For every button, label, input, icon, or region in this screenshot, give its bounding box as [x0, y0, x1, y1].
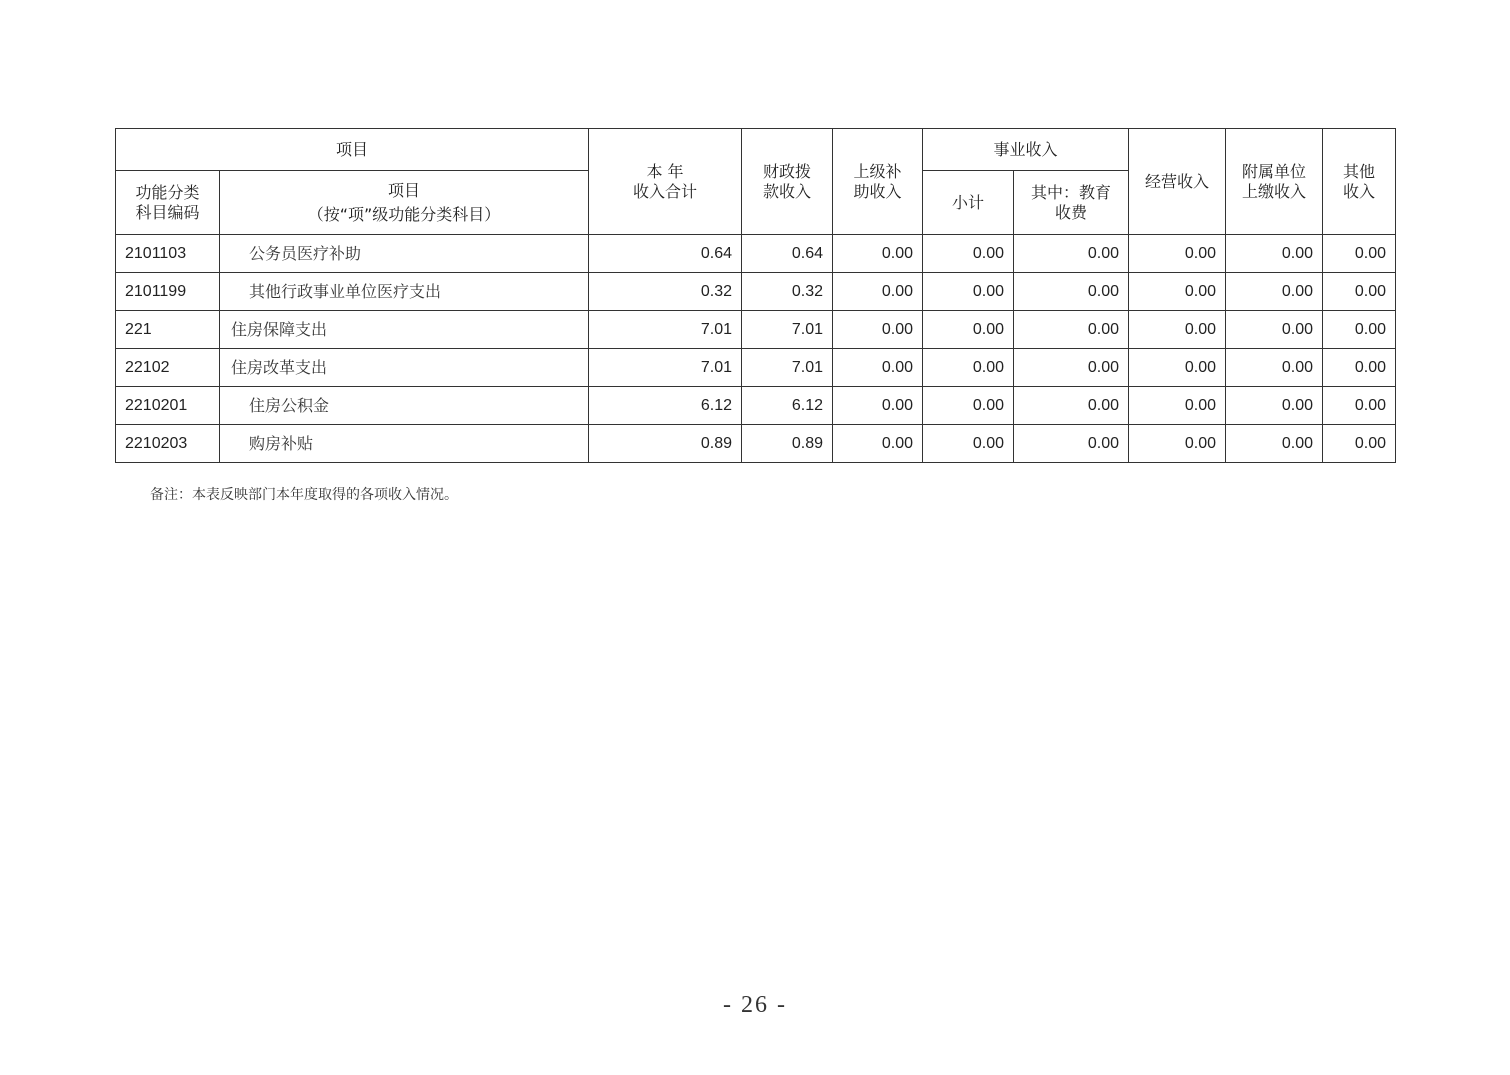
other-income-cell: 0.00 — [1323, 425, 1396, 463]
item-name-cell: 住房改革支出 — [220, 349, 589, 387]
total-income-cell: 7.01 — [589, 349, 742, 387]
table-row — [116, 349, 1396, 387]
affiliated-income-cell: 0.00 — [1226, 311, 1323, 349]
other-income-cell: 0.00 — [1323, 235, 1396, 273]
affiliated-income-cell: 0.00 — [1226, 387, 1323, 425]
function-code-cell: 221 — [116, 311, 220, 349]
table-header — [116, 129, 1396, 235]
business-subtotal-cell: 0.00 — [923, 387, 1014, 425]
item-name-cell: 住房公积金 — [220, 387, 589, 425]
header-other-income: 其他 收入 — [1323, 129, 1396, 235]
table-row — [116, 311, 1396, 349]
operating-income-cell: 0.00 — [1129, 387, 1226, 425]
superior-subsidy-cell: 0.00 — [833, 235, 923, 273]
education-fee-cell: 0.00 — [1014, 273, 1129, 311]
fiscal-income-cell: 0.89 — [742, 425, 833, 463]
table-row — [116, 425, 1396, 463]
function-code-cell: 22102 — [116, 349, 220, 387]
header-business-income-group: 事业收入 — [923, 129, 1129, 171]
education-fee-cell: 0.00 — [1014, 349, 1129, 387]
affiliated-income-cell: 0.00 — [1226, 273, 1323, 311]
affiliated-income-cell: 0.00 — [1226, 349, 1323, 387]
function-code-cell: 2210203 — [116, 425, 220, 463]
fiscal-income-cell: 0.32 — [742, 273, 833, 311]
other-income-cell: 0.00 — [1323, 387, 1396, 425]
header-business-subtotal: 小计 — [923, 171, 1014, 235]
item-name-cell: 购房补贴 — [220, 425, 589, 463]
superior-subsidy-cell: 0.00 — [833, 311, 923, 349]
fiscal-income-cell: 6.12 — [742, 387, 833, 425]
header-function-code: 功能分类 科目编码 — [116, 171, 220, 235]
education-fee-cell: 0.00 — [1014, 425, 1129, 463]
header-business-education-fee: 其中：教育 收费 — [1014, 171, 1129, 235]
superior-subsidy-cell: 0.00 — [833, 273, 923, 311]
total-income-cell: 0.32 — [589, 273, 742, 311]
header-item-name: 项目 （按“项”级功能分类科目） — [220, 171, 589, 235]
function-code-cell: 2210201 — [116, 387, 220, 425]
operating-income-cell: 0.00 — [1129, 235, 1226, 273]
header-project-group: 项目 — [116, 129, 589, 171]
other-income-cell: 0.00 — [1323, 273, 1396, 311]
business-subtotal-cell: 0.00 — [923, 349, 1014, 387]
business-subtotal-cell: 0.00 — [923, 273, 1014, 311]
table-row — [116, 387, 1396, 425]
function-code-cell: 2101103 — [116, 235, 220, 273]
superior-subsidy-cell: 0.00 — [833, 349, 923, 387]
operating-income-cell: 0.00 — [1129, 273, 1226, 311]
fiscal-income-cell: 7.01 — [742, 349, 833, 387]
income-table — [115, 128, 1396, 463]
header-superior-subsidy: 上级补 助收入 — [833, 129, 923, 235]
table-row — [116, 273, 1396, 311]
total-income-cell: 0.89 — [589, 425, 742, 463]
total-income-cell: 7.01 — [589, 311, 742, 349]
business-subtotal-cell: 0.00 — [923, 235, 1014, 273]
other-income-cell: 0.00 — [1323, 311, 1396, 349]
table-body — [116, 235, 1396, 463]
education-fee-cell: 0.00 — [1014, 311, 1129, 349]
function-code-cell: 2101199 — [116, 273, 220, 311]
operating-income-cell: 0.00 — [1129, 311, 1226, 349]
superior-subsidy-cell: 0.00 — [833, 425, 923, 463]
header-operating-income: 经营收入 — [1129, 129, 1226, 235]
table-row — [116, 235, 1396, 273]
business-subtotal-cell: 0.00 — [923, 311, 1014, 349]
item-name-cell: 住房保障支出 — [220, 311, 589, 349]
fiscal-income-cell: 7.01 — [742, 311, 833, 349]
superior-subsidy-cell: 0.00 — [833, 387, 923, 425]
total-income-cell: 0.64 — [589, 235, 742, 273]
operating-income-cell: 0.00 — [1129, 349, 1226, 387]
page-number: - 26 - — [723, 992, 787, 1018]
header-fiscal-income: 财政拨 款收入 — [742, 129, 833, 235]
education-fee-cell: 0.00 — [1014, 387, 1129, 425]
affiliated-income-cell: 0.00 — [1226, 425, 1323, 463]
operating-income-cell: 0.00 — [1129, 425, 1226, 463]
table-note: 备注：本表反映部门本年度取得的各项收入情况。 — [150, 487, 458, 503]
item-name-cell: 其他行政事业单位医疗支出 — [220, 273, 589, 311]
item-name-cell: 公务员医疗补助 — [220, 235, 589, 273]
header-total-income: 本 年 收入合计 — [589, 129, 742, 235]
business-subtotal-cell: 0.00 — [923, 425, 1014, 463]
education-fee-cell: 0.00 — [1014, 235, 1129, 273]
total-income-cell: 6.12 — [589, 387, 742, 425]
header-affiliated-income: 附属单位 上缴收入 — [1226, 129, 1323, 235]
affiliated-income-cell: 0.00 — [1226, 235, 1323, 273]
other-income-cell: 0.00 — [1323, 349, 1396, 387]
fiscal-income-cell: 0.64 — [742, 235, 833, 273]
